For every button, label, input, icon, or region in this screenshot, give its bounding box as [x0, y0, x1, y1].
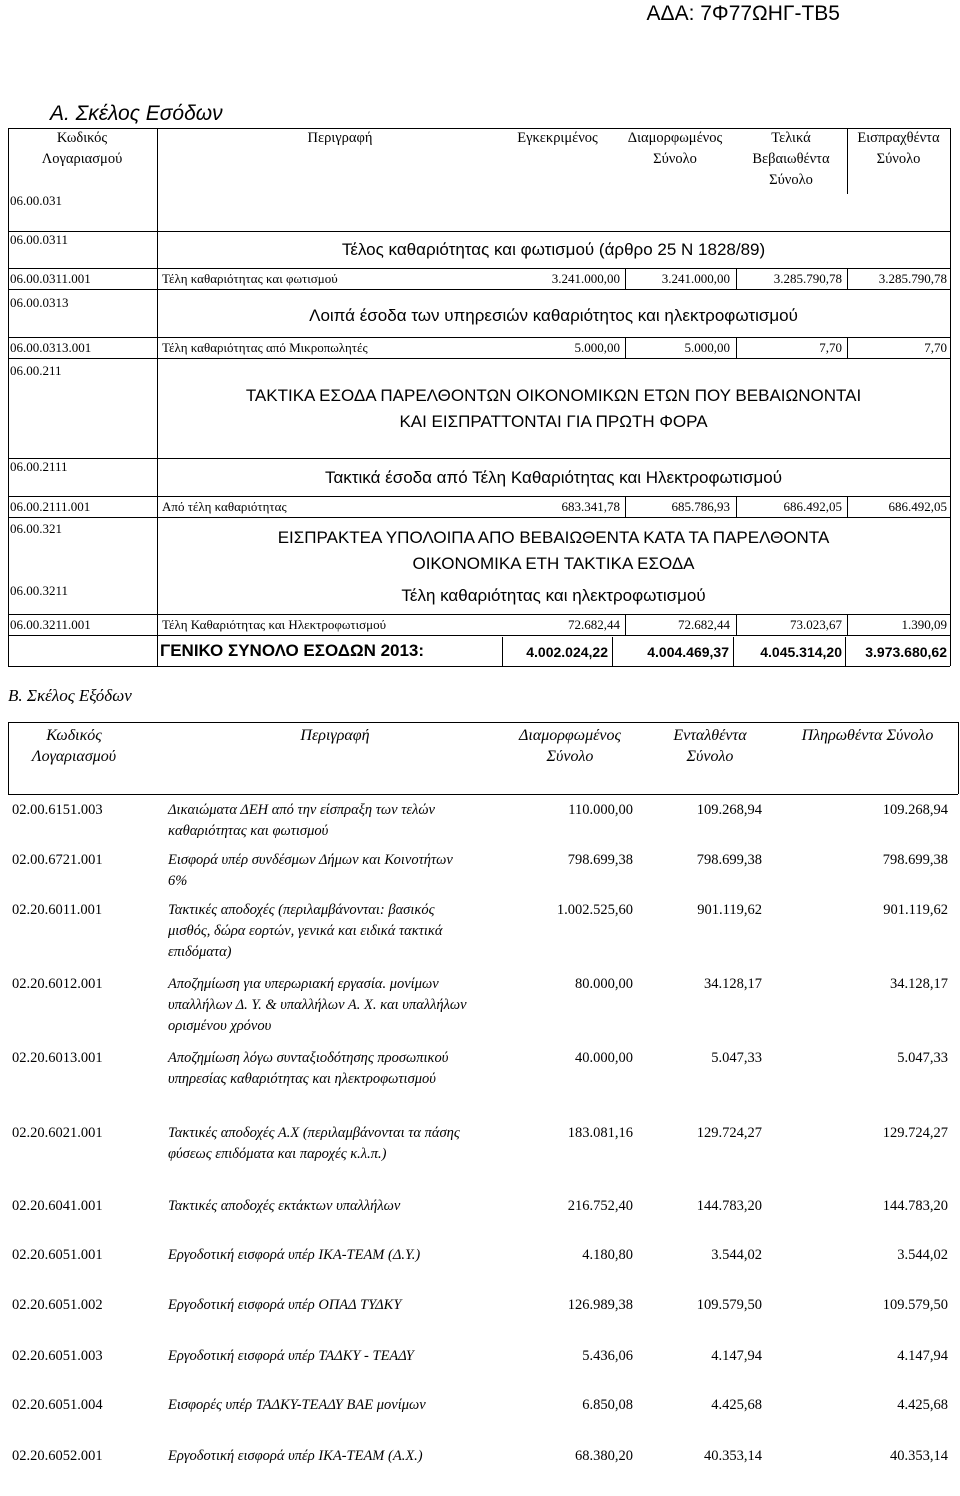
group-code: 06.00.0311 — [10, 232, 69, 247]
group-title: ΚΑΙ ΕΙΣΠΡΑΤΤΟΝΤΑΙ ΓΙΑ ΠΡΩΤΗ ΦΟΡΑ — [399, 412, 708, 431]
header-collected: Εισπραχθέντα Σύνολο — [857, 130, 940, 167]
account-code: 06.00.031 — [10, 193, 62, 208]
header-paid: Πληρωθέντα Σύνολο — [801, 727, 934, 744]
group-code: 06.00.0313 — [10, 295, 69, 310]
group-title: Τέλος καθαριότητας και φωτισμού (άρθρο 25 Ν 1828/89) — [341, 240, 766, 259]
group-title: ΤΑΚΤΙΚΑ ΕΣΟΔΑ ΠΑΡΕΛΘΟΝΤΩΝ ΟΙΚΟΝΟΜΙΚΩΝ ΕΤΩΝ ΠΟΥ ΒΕΒΑΙΩΝΟΝΤΑΙ — [245, 386, 862, 405]
header-formed: Διαμορφωμένος Σύνολο — [518, 727, 622, 765]
header-committed: Ενταλθέντα Σύνολο — [673, 727, 747, 765]
group-code: 06.00.321 — [10, 521, 62, 536]
group-title: ΟΙΚΟΝΟΜΙΚΑ ΕΤΗ ΤΑΚΤΙΚΑ ΕΣΟΔΑ — [412, 554, 695, 573]
group-title: Τακτικά έσοδα από Τέλη Καθαριότητας και Ηλεκτροφωτισμού — [324, 468, 783, 487]
header-certified: Τελικά Βεβαιωθέντα Σύνολο — [752, 130, 830, 188]
group-title: ΕΙΣΠΡΑΚΤΕΑ ΥΠΟΛΟΙΠΑ ΑΠΟ ΒΕΒΑΙΩΘΕΝΤΑ ΚΑΤΑ ΤΑ ΠΑΡΕΛΘΟΝΤΑ — [277, 528, 830, 547]
header-description: Περιγραφή — [300, 727, 370, 744]
section-a-title: Α. Σκέλος Εσόδων — [50, 102, 223, 125]
group-code: 06.00.3211 — [10, 583, 69, 598]
total-label: ΓΕΝΙΚΟ ΣΥΝΟΛΟ ΕΣΟΔΩΝ 2013: — [160, 641, 425, 660]
header-formed: Διαμορφωμένος Σύνολο — [627, 130, 723, 167]
group-title: Τέλη καθαριότητας και ηλεκτροφωτισμού — [401, 586, 706, 605]
group-title: Λοιπά έσοδα των υπηρεσιών καθαριότητος και ηλεκτροφωτισμού — [309, 306, 798, 325]
header-description: Περιγραφή — [307, 130, 373, 146]
group-code: 06.00.211 — [10, 363, 62, 378]
ada-code: ΑΔΑ: 7Φ77ΩΗΓ-ΤΒ5 — [646, 2, 840, 25]
header-code: Κωδικός Λογαριασμού — [31, 727, 117, 765]
section-b-title: Β. Σκέλος Εξόδων — [8, 686, 132, 705]
header-code: Κωδικός Λογαριασμού — [41, 130, 123, 167]
group-code: 06.00.2111 — [10, 459, 68, 474]
header-approved: Εγκεκριμένος — [517, 130, 598, 146]
